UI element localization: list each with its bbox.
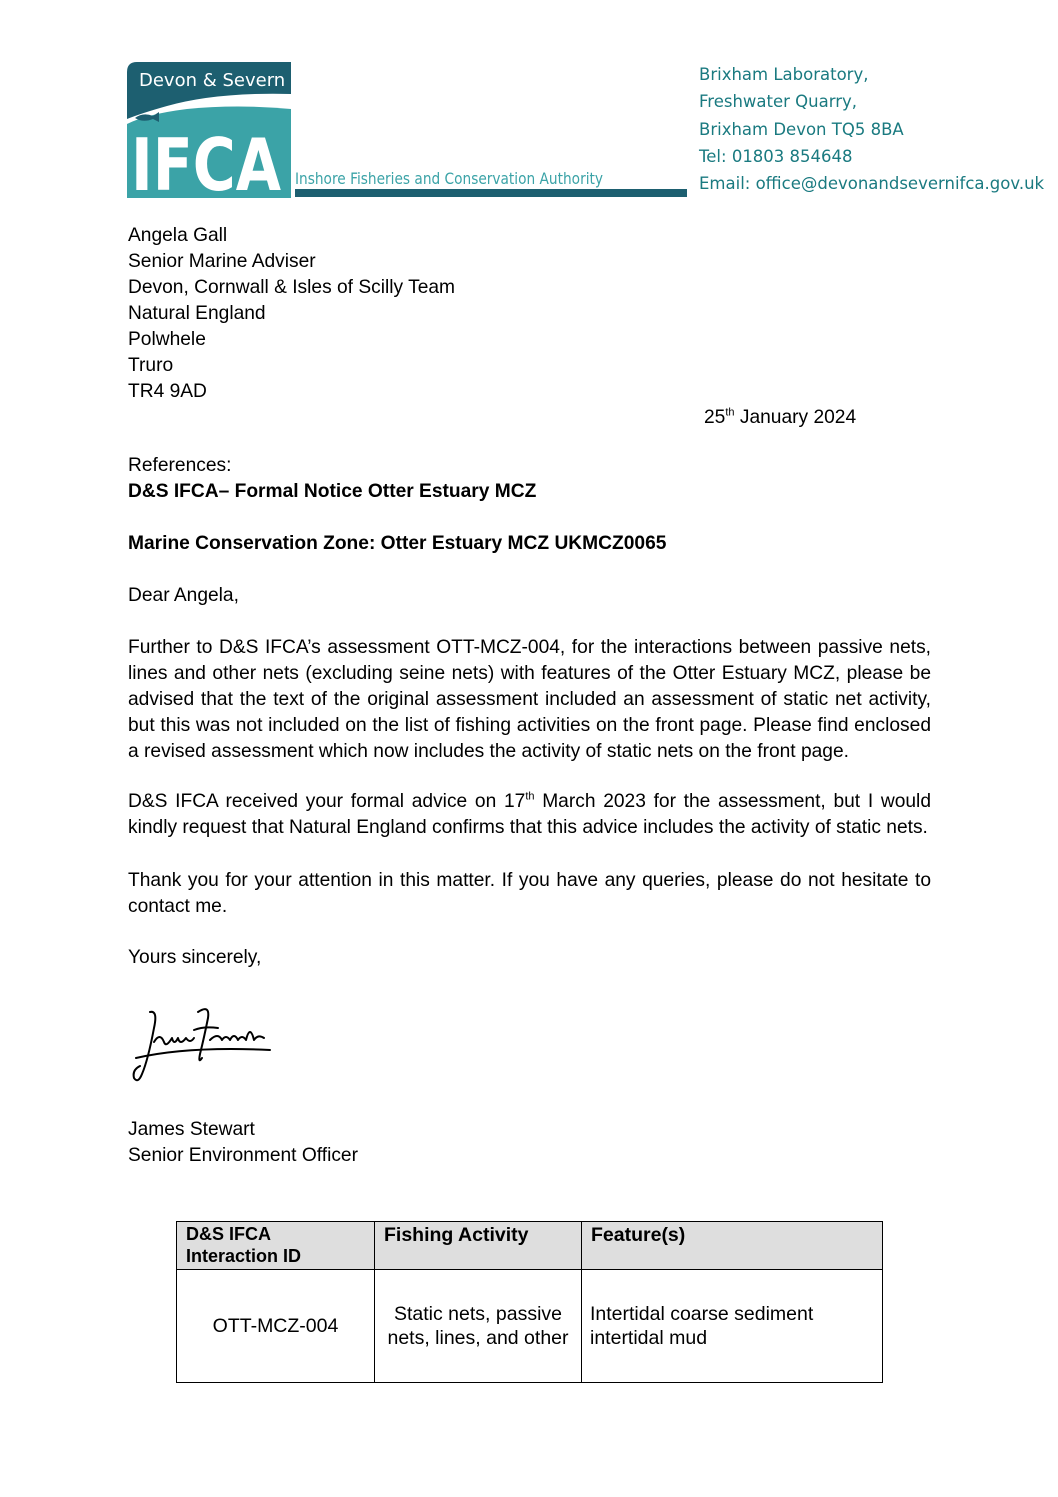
paragraph-3: Thank you for your attention in this matter. If you have any queries, please do not hesitate to contact me. xyxy=(128,870,931,917)
letterhead-line: Brixham Laboratory, xyxy=(699,65,869,84)
interaction-table xyxy=(176,1221,883,1383)
subject-line: Marine Conservation Zone: Otter Estuary MCZ UKMCZ0065 xyxy=(128,533,667,554)
recipient-org: Natural England xyxy=(128,303,266,324)
signer-title: Senior Environment Officer xyxy=(128,1145,358,1166)
signer-block xyxy=(128,1117,358,1169)
paragraph-1: Further to D&S IFCA’s assessment OTT-MCZ-004, for the interactions between passive nets, lines and other nets (excluding seine nets) with features of the Otter Estuary MCZ, please be advised that the text of the original assessment included an assessment of static net activity, but this was not included on the list of fishing activities on the front page. Please find enclosed a revised assessment which now includes the activity of static nets on the front page. xyxy=(128,637,931,762)
letter-date: 25th January 2024 xyxy=(704,406,857,428)
recipient-name: Angela Gall xyxy=(128,225,228,246)
logo-top-text: Devon & Severn xyxy=(139,70,286,91)
cell-features: Intertidal coarse sediment intertidal mud xyxy=(582,1270,883,1383)
salutation: Dear Angela, xyxy=(128,585,239,606)
header-interaction-id: D&S IFCA Interaction ID xyxy=(177,1222,375,1270)
ifca-logo xyxy=(127,62,689,202)
paragraph-2: D&S IFCA received your formal advice on 17th March 2023 for the assessment, but I would kindly request that Natural England confirms that this advice includes the activity of static nets. xyxy=(128,790,931,838)
letterhead-address xyxy=(699,61,1044,197)
letterhead-line: Brixham Devon TQ5 8BA xyxy=(699,119,904,139)
signature xyxy=(128,998,278,1090)
references-label: References: xyxy=(128,455,232,476)
header-fishing-activity: Fishing Activity xyxy=(375,1222,582,1270)
cell-interaction-id: OTT-MCZ-004 xyxy=(177,1270,375,1383)
table-row xyxy=(177,1270,883,1383)
recipient-address xyxy=(128,223,455,405)
logo-tagline: Inshore Fisheries and Conservation Authority xyxy=(295,169,603,188)
references-notice: D&S IFCA– Formal Notice Otter Estuary MCZ xyxy=(128,481,537,502)
recipient-title: Senior Marine Adviser xyxy=(128,251,316,272)
closing: Yours sincerely, xyxy=(128,947,262,968)
table-header-row xyxy=(177,1222,883,1270)
recipient-team: Devon, Cornwall & Isles of Scilly Team xyxy=(128,277,456,298)
letterhead-line: Freshwater Quarry, xyxy=(699,92,858,112)
references-block xyxy=(128,453,666,557)
signer-name: James Stewart xyxy=(128,1119,255,1140)
letterhead-phone: Tel: 01803 854648 xyxy=(699,146,853,166)
recipient-postcode: TR4 9AD xyxy=(128,381,207,402)
recipient-town: Truro xyxy=(128,355,174,376)
cell-fishing-activity: Static nets, passive nets, lines, and other xyxy=(375,1270,582,1383)
header-features: Feature(s) xyxy=(582,1222,883,1270)
letterhead-email: Email: office@devonandsevernifca.gov.uk xyxy=(699,174,1045,194)
recipient-street: Polwhele xyxy=(128,329,206,350)
logo-main-text: IFCA xyxy=(131,123,282,202)
